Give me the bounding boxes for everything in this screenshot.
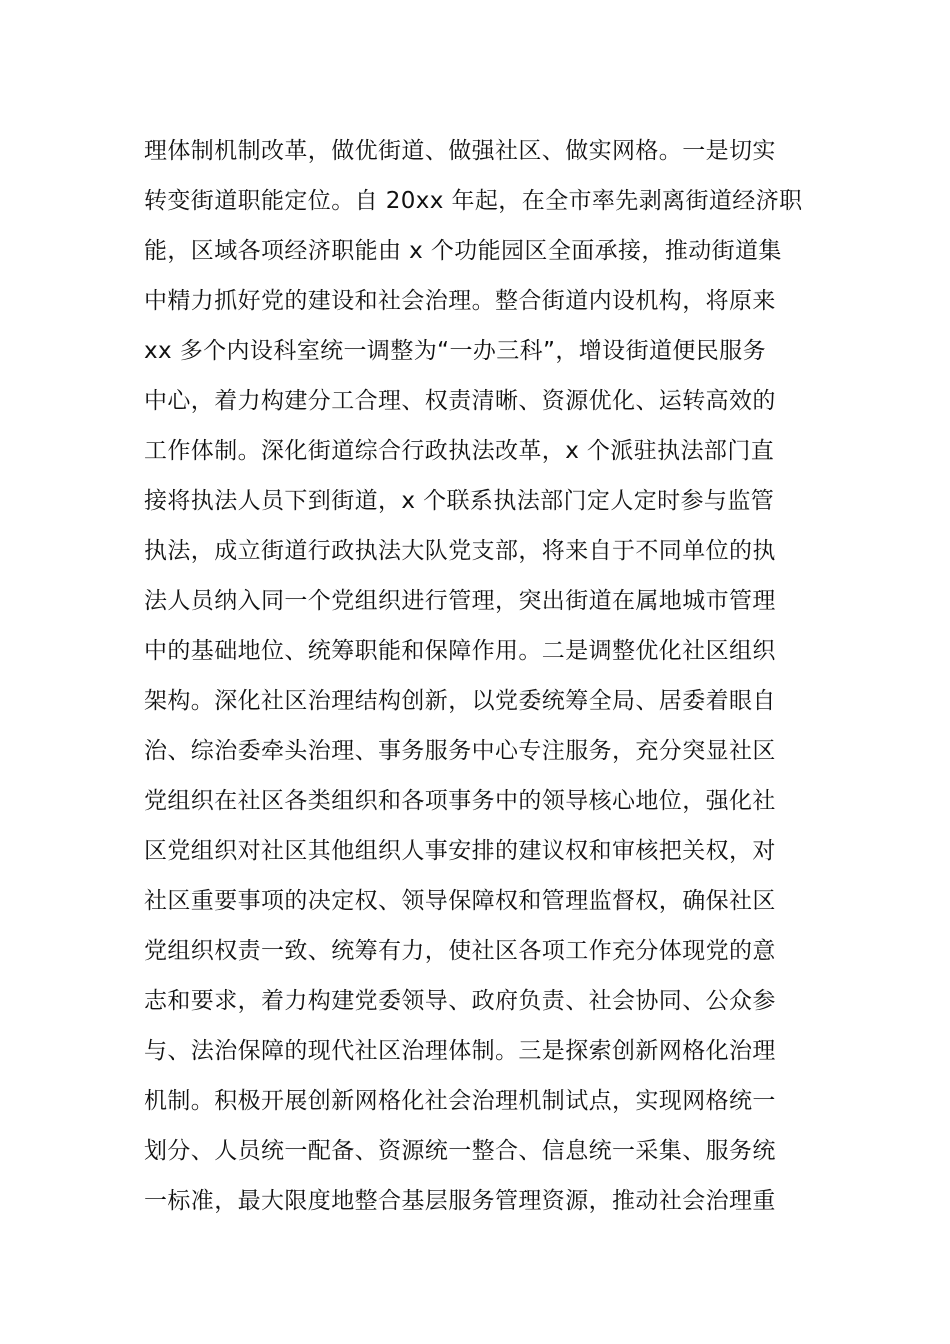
text-line: 党组织权责一致、统筹有力，使社区各项工作充分体现党的意 xyxy=(144,938,776,964)
text-line: xx 多个内设科室统一调整为“一办三科”，增设街道便民服务 xyxy=(144,338,766,364)
text-line: 与、法治保障的现代社区治理体制。三是探索创新网格化治理 xyxy=(144,1038,776,1064)
text-line: 志和要求，着力构建党委领导、政府负责、社会协同、公众参 xyxy=(144,988,776,1014)
text-line: 工作体制。深化街道综合行政执法改革，x 个派驻执法部门直 xyxy=(144,438,775,464)
text-line: 区党组织对社区其他组织人事安排的建议权和审核把关权，对 xyxy=(144,838,776,864)
text-line: 治、综治委牵头治理、事务服务中心专注服务，充分突显社区 xyxy=(144,738,776,764)
text-line: 转变街道职能定位。自 20xx 年起，在全市率先剥离街道经济职 xyxy=(144,188,803,214)
text-line: 接将执法人员下到街道，x 个联系执法部门定人定时参与监管 xyxy=(144,488,775,514)
text-line: 社区重要事项的决定权、领导保障权和管理监督权，确保社区 xyxy=(144,888,776,914)
text-line: 机制。积极开展创新网格化社会治理机制试点，实现网格统一 xyxy=(144,1088,776,1114)
text-line: 中的基础地位、统筹职能和保障作用。二是调整优化社区组织 xyxy=(144,638,776,664)
text-line: 能，区域各项经济职能由 x 个功能园区全面承接，推动街道集 xyxy=(144,238,782,264)
body-paragraph xyxy=(144,126,810,1226)
text-line: 理体制机制改革，做优街道、做强社区、做实网格。一是切实 xyxy=(144,138,776,164)
text-line: 法人员纳入同一个党组织进行管理，突出街道在属地城市管理 xyxy=(144,588,776,614)
text-line: 执法，成立街道行政执法大队党支部，将来自于不同单位的执 xyxy=(144,538,776,564)
text-line: 划分、人员统一配备、资源统一整合、信息统一采集、服务统 xyxy=(144,1138,776,1164)
text-line: 中精力抓好党的建设和社会治理。整合街道内设机构，将原来 xyxy=(144,288,776,314)
text-line: 一标准，最大限度地整合基层服务管理资源，推动社会治理重 xyxy=(144,1188,776,1214)
text-line: 党组织在社区各类组织和各项事务中的领导核心地位，强化社 xyxy=(144,788,776,814)
text-line: 中心，着力构建分工合理、权责清晰、资源优化、运转高效的 xyxy=(144,388,776,414)
text-line: 架构。深化社区治理结构创新，以党委统筹全局、居委着眼自 xyxy=(144,688,776,714)
